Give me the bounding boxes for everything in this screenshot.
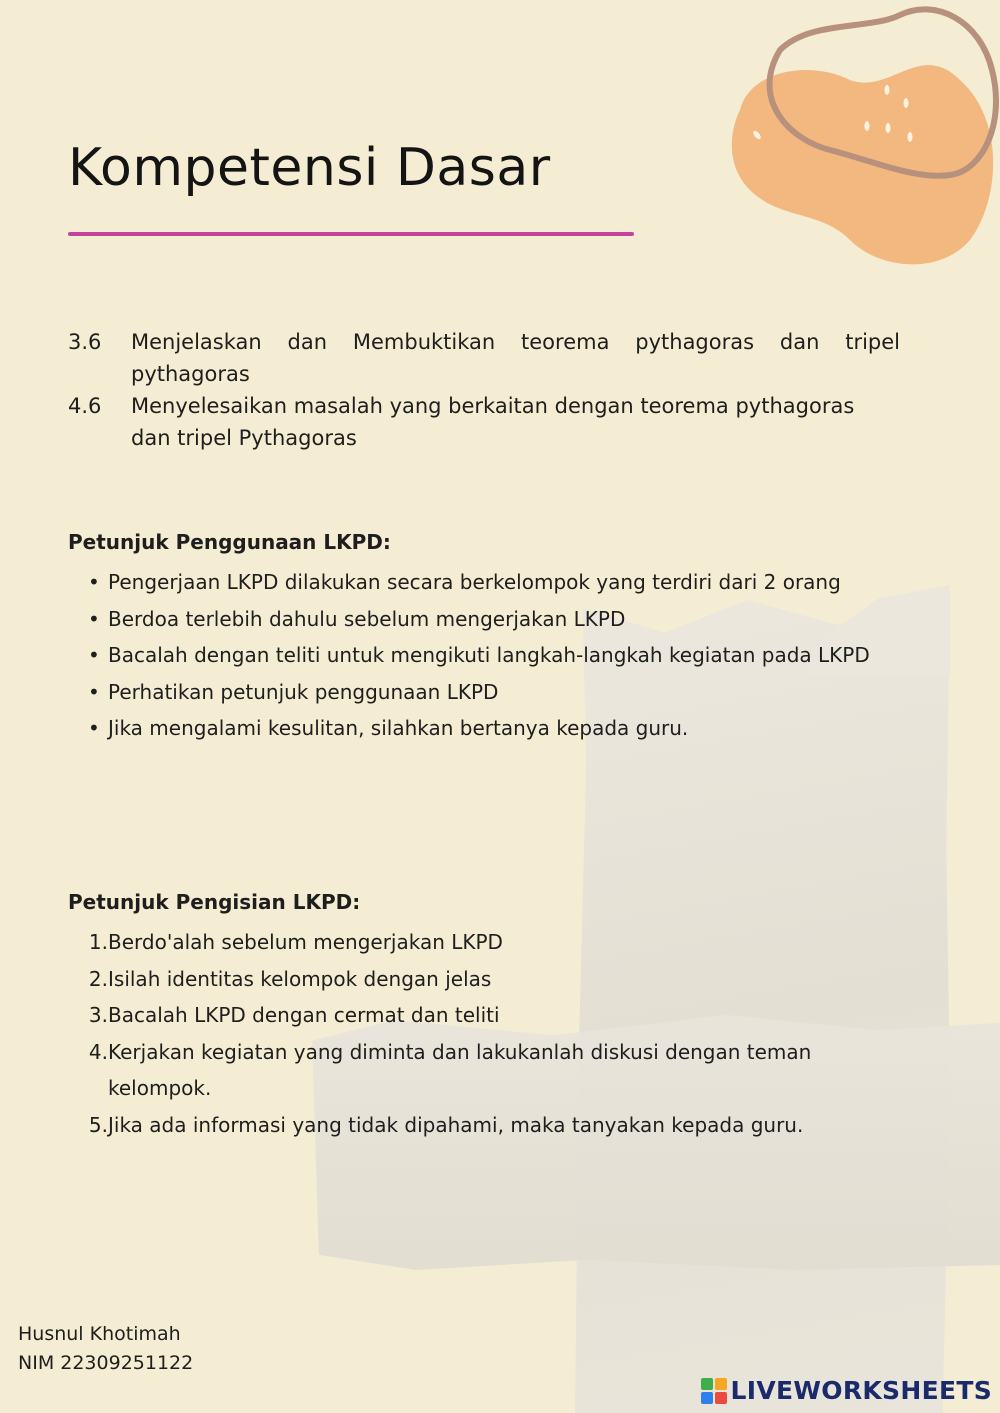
list-item-text: Bacalah dengan teliti untuk mengikuti langkah-langkah kegiatan pada LKPD (108, 643, 870, 667)
bullet-marker: • (88, 716, 100, 740)
watermark-text: LIVEWORKSHEETS (730, 1376, 992, 1405)
number-marker: 3. (88, 1003, 108, 1027)
title-underline (68, 232, 634, 236)
list-item-text: Bacalah LKPD dengan cermat dan teliti (108, 1003, 500, 1027)
liveworksheets-watermark (701, 1376, 992, 1405)
competency-number: 3.6 (68, 330, 102, 354)
usage-list (88, 564, 878, 747)
bullet-marker: • (88, 643, 100, 667)
competency-list (68, 326, 900, 454)
author-nim: NIM 22309251122 (18, 1352, 194, 1374)
page-title: Kompetensi Dasar (68, 138, 551, 198)
filling-list (88, 924, 878, 1143)
list-item-text: Pengerjaan LKPD dilakukan secara berkelompok yang terdiri dari 2 orang (108, 570, 841, 594)
decorative-blob (720, 0, 1000, 270)
number-marker: 1. (88, 930, 108, 954)
competency-item (68, 390, 900, 454)
number-marker: 4. (88, 1039, 108, 1064)
list-item (88, 1107, 878, 1144)
author-block (18, 1320, 193, 1378)
list-item (88, 924, 878, 961)
competency-item (68, 326, 900, 390)
competency-text: Menjelaskan dan Membuktikan teorema pythagoras dan tripel pythagoras (131, 330, 900, 386)
list-item (88, 997, 878, 1034)
list-item-text: Jika ada informasi yang tidak dipahami, maka tanyakan kepada guru. (108, 1112, 804, 1137)
number-marker: 5. (88, 1112, 108, 1137)
liveworksheets-logo-icon (701, 1378, 727, 1404)
list-item-text: Jika mengalami kesulitan, silahkan bertanya kepada guru. (108, 716, 689, 740)
list-item-text: Kerjakan kegiatan yang diminta dan lakukanlah diskusi dengan teman kelompok. (108, 1039, 812, 1100)
usage-heading: Petunjuk Penggunaan LKPD: (68, 530, 391, 554)
filling-heading: Petunjuk Pengisian LKPD: (68, 890, 361, 914)
list-item (88, 674, 878, 711)
list-item (88, 601, 878, 638)
list-item-text: Isilah identitas kelompok dengan jelas (108, 966, 492, 991)
list-item (88, 1034, 878, 1107)
list-item-text: Berdo'alah sebelum mengerjakan LKPD (108, 930, 503, 954)
list-item (88, 637, 878, 674)
list-item-text: Perhatikan petunjuk penggunaan LKPD (108, 679, 499, 704)
competency-text: Menyelesaikan masalah yang berkaitan dengan teorema pythagoras dan tripel Pythagoras (131, 394, 855, 450)
bullet-marker: • (88, 570, 100, 594)
bullet-marker: • (88, 606, 100, 631)
list-item (88, 710, 878, 747)
number-marker: 2. (88, 966, 108, 991)
list-item (88, 564, 878, 601)
bullet-marker: • (88, 679, 100, 704)
list-item-text: Berdoa terlebih dahulu sebelum mengerjakan LKPD (108, 606, 626, 631)
author-name: Husnul Khotimah (18, 1323, 181, 1345)
competency-number: 4.6 (68, 394, 102, 418)
list-item (88, 961, 878, 998)
